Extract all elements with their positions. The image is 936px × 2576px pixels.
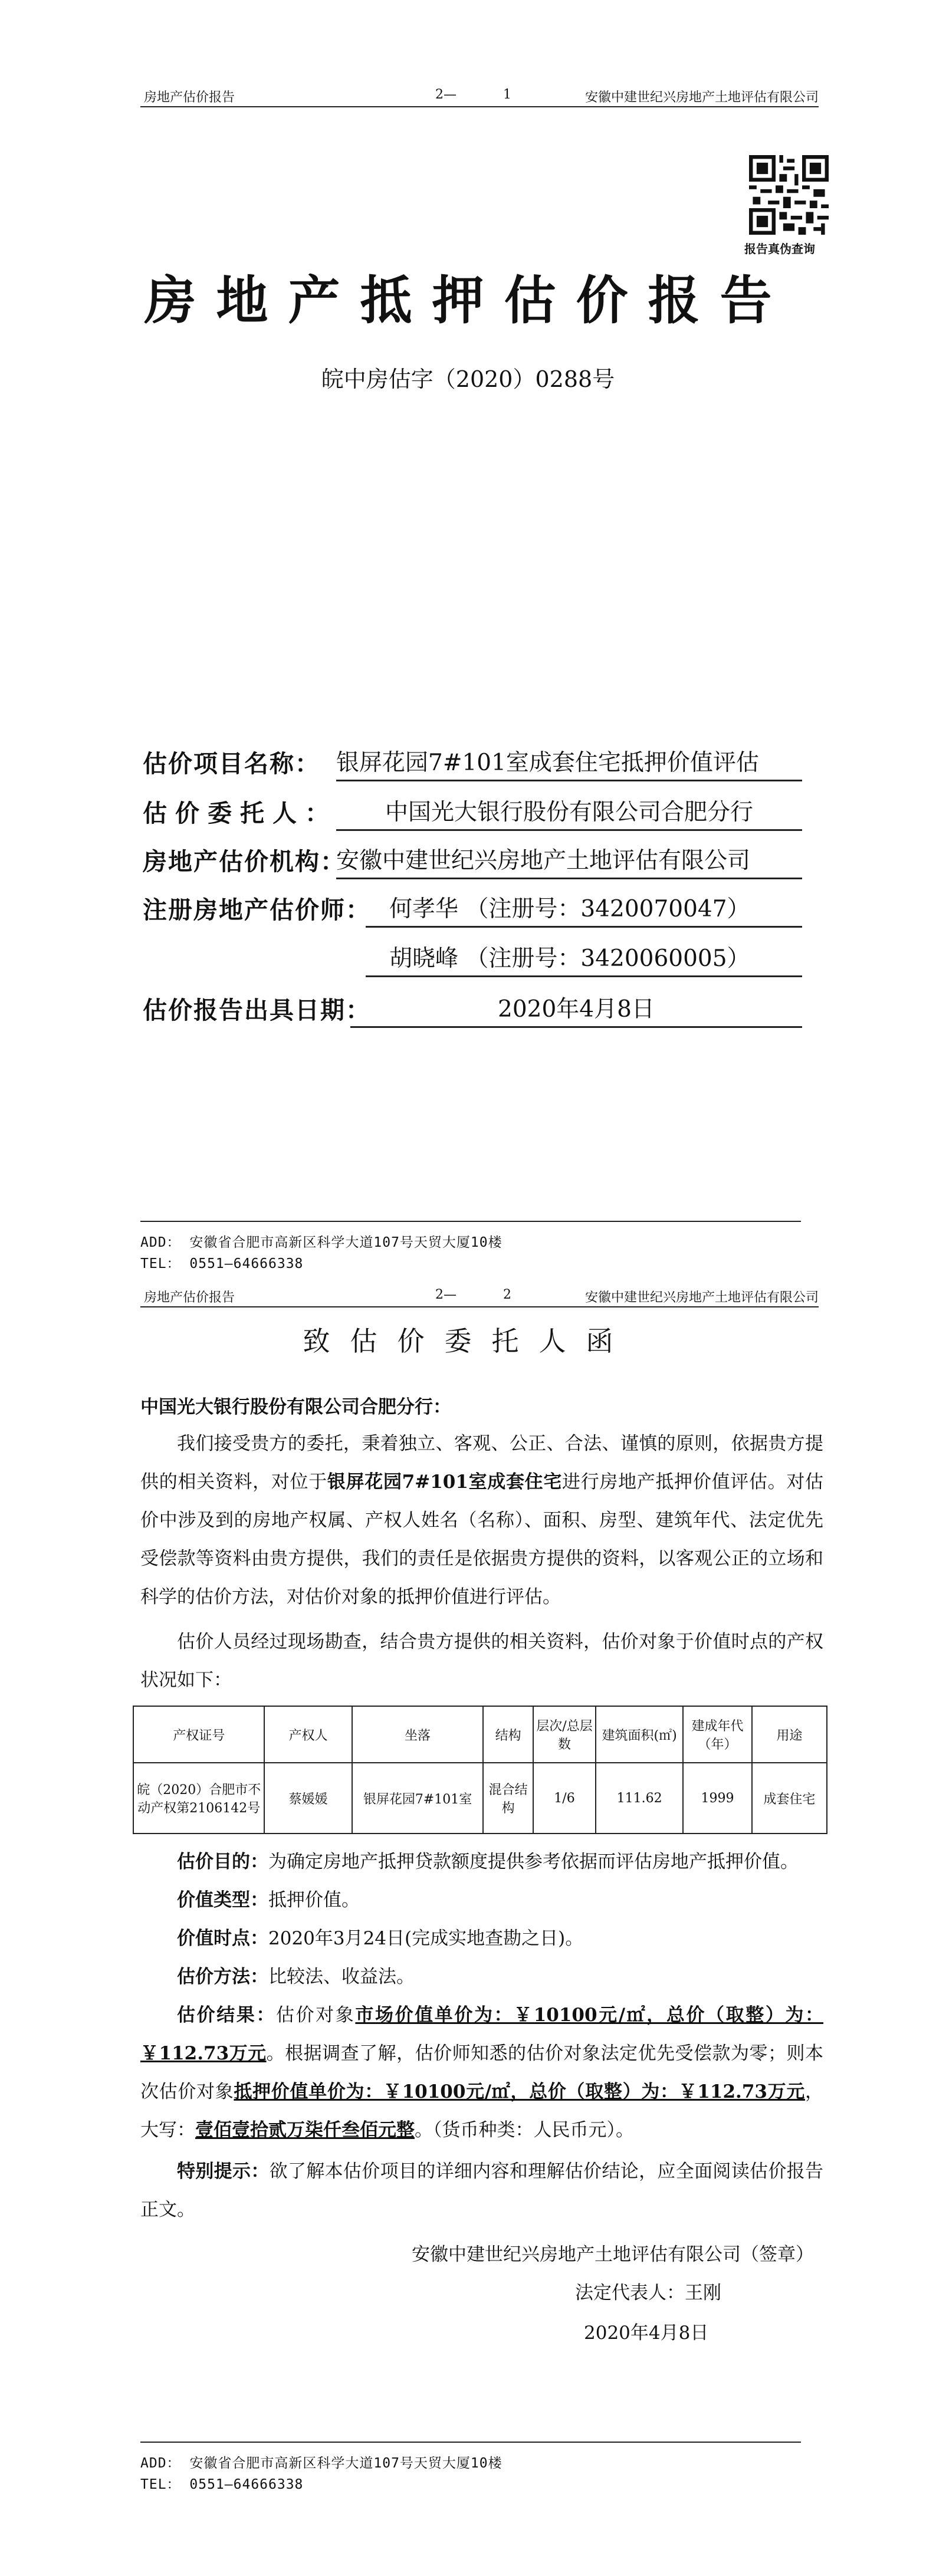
- qr-caption: 报告真伪查询: [744, 242, 815, 256]
- header-company: 安徽中建世纪兴房地产土地评估有限公司: [584, 90, 819, 105]
- footer-address: ADD： 安徽省合肥市高新区科学大道107号天贸大厦10楼: [140, 1235, 503, 1250]
- footer-divider: [140, 2442, 801, 2443]
- table-header: 建成年代（年）: [683, 1706, 752, 1763]
- amount-in-words: 壹佰壹拾贰万柒仟叁佰元整: [195, 2120, 415, 2141]
- letter-addressee: 中国光大银行股份有限公司合肥分行：: [140, 1397, 451, 1418]
- header-page-prefix: 2—: [435, 87, 456, 102]
- purpose-line: 估价目的：为确定房地产抵押贷款额度提供参考依据而评估房地产抵押价值。: [177, 1851, 799, 1872]
- footer-tel: TEL： 0551—64666338: [140, 2477, 304, 2492]
- table-cell: 银屏花园7#101室: [352, 1763, 483, 1834]
- signature-representative: 法定代表人：王刚: [575, 2282, 721, 2304]
- table-header: 层次/总层数: [533, 1706, 596, 1763]
- letter-paragraph-2: 估价人员经过现场勘查，结合贵方提供的相关资料，估价对象于价值时点的产权状况如下：: [140, 1631, 823, 1691]
- table-cell: 蔡媛媛: [264, 1763, 352, 1834]
- letter-paragraph-1: 我们接受贵方的委托，秉着独立、客观、公正、合法、谨慎的原则，依据贵方提供的相关资料，对位于银屏花园7#101室成套住宅进行房地产抵押价值评估。对估价中涉及到的房地产权属、产权人姓名（名称）、面积、房型、建筑年代、法定优先受偿款等资料由贵方提供，我们的责任是依据贵方提供的资料，以客观公正的立场和科学的估价方法，对估价对象的抵押价值进行评估。: [140, 1433, 824, 1608]
- property-name: 银屏花园7#101室成套住宅: [327, 1471, 563, 1493]
- signature-date: 2020年4月8日: [584, 2322, 709, 2344]
- table-header-row: [133, 1706, 827, 1763]
- client-label: 估价委托人：: [143, 799, 337, 827]
- header-company: 安徽中建世纪兴房地产土地评估有限公司: [584, 1290, 819, 1305]
- footer-address: ADD： 安徽省合肥市高新区科学大道107号天贸大厦10楼: [140, 2456, 503, 2471]
- project-name-value: 银屏花园7#101室成套住宅抵押价值评估: [336, 744, 802, 781]
- qr-code-icon: [749, 155, 829, 235]
- project-name-label: 估价项目名称：: [143, 750, 320, 778]
- market-value: 市场价值单价为：￥10100元/㎡，总价（取整）为：￥112.73万元: [140, 2005, 824, 2064]
- header-left: 房地产估价报告: [144, 90, 235, 105]
- letter-title: 致估价委托人函: [303, 1325, 633, 1357]
- table-header: 建筑面积(㎡): [596, 1706, 683, 1763]
- header-page-number: 1: [503, 87, 511, 102]
- table-header: 结构: [483, 1706, 533, 1763]
- page-header: [140, 83, 819, 107]
- result-paragraph: 估价结果：估价对象市场价值单价为：￥10100元/㎡，总价（取整）为：￥112.73万元。根据调查了解，估价师知悉的估价对象法定优先受偿款为零；则本次估价对象抵押价值单价为：￥10100元/㎡，总价（取整）为：￥112.73万元，大写：壹佰壹拾贰万柒仟叁佰元整。（货币种类：人民币元）。: [140, 2005, 824, 2141]
- table-header: 用途: [752, 1706, 827, 1763]
- mortgage-value: 抵押价值单价为：￥10100元/㎡，总价（取整）为：￥112.73万元: [234, 2081, 806, 2102]
- table-cell: 成套住宅: [752, 1763, 827, 1834]
- report-number: 皖中房估字（2020）0288号: [321, 366, 615, 392]
- special-note: 特别提示：欲了解本估价项目的详细内容和理解估价结论，应全面阅读估价报告正文。: [140, 2161, 824, 2220]
- table-header: 坐落: [352, 1706, 483, 1763]
- header-page-number: 2: [503, 1287, 511, 1302]
- agency-label: 房地产估价机构：: [143, 847, 346, 876]
- table-cell: 111.62: [596, 1763, 683, 1834]
- method-line: 估价方法：比较法、收益法。: [177, 1966, 415, 1987]
- table-cell: 1/6: [533, 1763, 596, 1834]
- table-row: [133, 1763, 827, 1834]
- page-header-2: [140, 1283, 819, 1307]
- header-page-prefix: 2—: [435, 1287, 456, 1302]
- footer-tel: TEL： 0551—64666338: [140, 1256, 304, 1271]
- property-table: [133, 1706, 827, 1834]
- issue-date-value: 2020年4月8日: [350, 991, 802, 1028]
- table-cell: 皖（2020）合肥市不动产权第2106142号: [133, 1763, 264, 1834]
- report-title: 房地产抵押估价报告: [144, 270, 792, 331]
- appraiser-1: 何孝华 （注册号：3420070047）: [366, 891, 802, 928]
- issue-date-label: 估价报告出具日期：: [143, 996, 371, 1024]
- footer-divider: [140, 1221, 801, 1222]
- agency-value: 安徽中建世纪兴房地产土地评估有限公司: [336, 842, 802, 879]
- table-cell: 1999: [683, 1763, 752, 1834]
- appraiser-2: 胡晓峰 （注册号：3420060005）: [366, 940, 802, 977]
- table-header: 产权人: [264, 1706, 352, 1763]
- client-value: 中国光大银行股份有限公司合肥分行: [336, 794, 802, 831]
- value-time-line: 价值时点：2020年3月24日(完成实地查勘之日)。: [177, 1928, 584, 1949]
- table-cell: 混合结构: [483, 1763, 533, 1834]
- header-left: 房地产估价报告: [144, 1290, 235, 1305]
- value-type-line: 价值类型：抵押价值。: [177, 1890, 360, 1911]
- table-header: 产权证号: [133, 1706, 264, 1763]
- appraiser-label: 注册房地产估价师：: [143, 896, 371, 924]
- signature-company: 安徽中建世纪兴房地产土地评估有限公司（签章）: [412, 2244, 814, 2265]
